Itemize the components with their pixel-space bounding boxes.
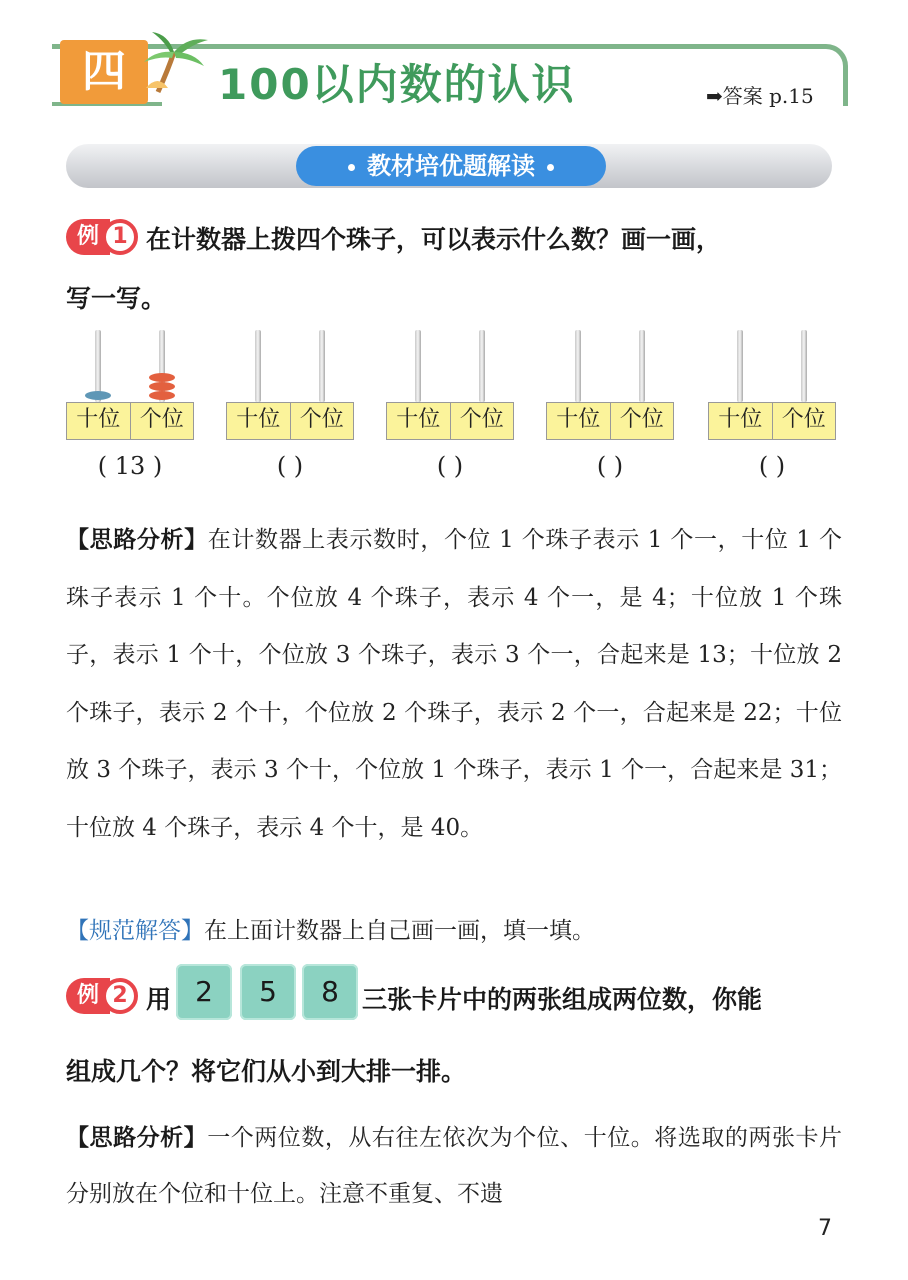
example-2-prefix: 用 (146, 985, 172, 1014)
example-2-question-line2: 组成几个？将它们从小到大排一排。 (66, 1057, 467, 1086)
ones-rod (479, 330, 485, 402)
palm-tree-icon (138, 30, 210, 94)
ones-rod (801, 330, 807, 402)
ones-bead (149, 391, 175, 400)
answer-blank[interactable]: ( ) (758, 452, 786, 480)
ones-label: 个位 (450, 403, 514, 439)
abacus (386, 330, 514, 440)
analysis-text: 在计数器上表示数时，个位 1 个珠子表示 1 个一，十位 1 个珠子表示 1 个十。个位放 4 个珠子，表示 4 个一，是 4；十位放 1 个珠子，表示 1 个十，个位放 3 个珠子，表示 3 个一，合起来是 13；十位放 2 个珠子，表示 2 个十，个位放 2 个珠子，表示 2 个一，合起来是 22；十位放 3 个珠子，表示 3 个十，个位放 1 个珠子，表示 1 个一，合起来是 31；十位放 4 个珠子，表示 4 个十，是 40。 (66, 527, 842, 841)
example-2-question-rest: 三张卡片中的两张组成两位数，你能 (362, 985, 763, 1014)
ones-rod (639, 330, 645, 402)
chapter-title: 100以内数的认识 (218, 60, 576, 109)
tens-label: 十位 (556, 407, 601, 432)
abacus (66, 330, 194, 440)
unit-number-box: 四 (60, 40, 148, 104)
answer-blank: ( 13 ) (97, 452, 163, 480)
abacus-base (708, 402, 836, 440)
example-number: 1 (102, 219, 138, 255)
example-label: 例 (66, 978, 110, 1014)
answer-text: 在上面计数器上自己画一画，填一填。 (204, 918, 595, 944)
tens-label: 十位 (236, 407, 281, 432)
abacus-base (226, 402, 354, 440)
abacus (546, 330, 674, 440)
abacus-base (386, 402, 514, 440)
number-card: 5 (240, 964, 296, 1020)
example-1-question-line1: 在计数器上拨四个珠子，可以表示什么数？画一画， (146, 225, 722, 254)
ones-label: 个位 (130, 403, 194, 439)
number-card: 2 (176, 964, 232, 1020)
example-2-badge (66, 978, 142, 1014)
example-1-answer (66, 912, 595, 945)
abacus-base (546, 402, 674, 440)
abacus-base (66, 402, 194, 440)
bullet-dot-icon (348, 164, 355, 171)
answer-tag: 【规范解答】 (66, 918, 204, 944)
example-label: 例 (66, 219, 110, 255)
answer-blank[interactable]: ( ) (596, 452, 624, 480)
analysis-tag: 【思路分析】 (66, 527, 208, 553)
ones-label: 个位 (772, 403, 836, 439)
example-1-question-line2: 写一写。 (66, 284, 167, 313)
example-1-badge (66, 219, 142, 255)
ones-rod (319, 330, 325, 402)
abacus (226, 330, 354, 440)
example-1-analysis (66, 512, 842, 857)
ones-bead (149, 382, 175, 391)
section-title: 教材培优题解读 (367, 152, 535, 180)
analysis-tag: 【思路分析】 (66, 1125, 208, 1151)
bullet-dot-icon (547, 164, 554, 171)
analysis-text: 一个两位数，从右往左依次为个位、十位。将选取的两张卡片分别放在个位和十位上。注意不重复、不遗 (66, 1125, 842, 1207)
tens-rod (575, 330, 581, 402)
tens-label: 十位 (76, 407, 121, 432)
example-2-analysis (66, 1110, 842, 1218)
tens-label: 十位 (718, 407, 763, 432)
ones-bead (149, 373, 175, 382)
section-title-pill (296, 146, 606, 186)
tens-rod (255, 330, 261, 402)
answer-blank[interactable]: ( ) (276, 452, 304, 480)
page-number: 7 (818, 1216, 832, 1241)
answer-blank[interactable]: ( ) (436, 452, 464, 480)
ones-label: 个位 (610, 403, 674, 439)
number-card: 8 (302, 964, 358, 1020)
ones-label: 个位 (290, 403, 354, 439)
tens-rod (415, 330, 421, 402)
abacus (708, 330, 836, 440)
answer-reference: ➡答案 p.15 (706, 84, 814, 108)
tens-rod (737, 330, 743, 402)
example-number: 2 (102, 978, 138, 1014)
tens-label: 十位 (396, 407, 441, 432)
tens-bead (85, 391, 111, 400)
